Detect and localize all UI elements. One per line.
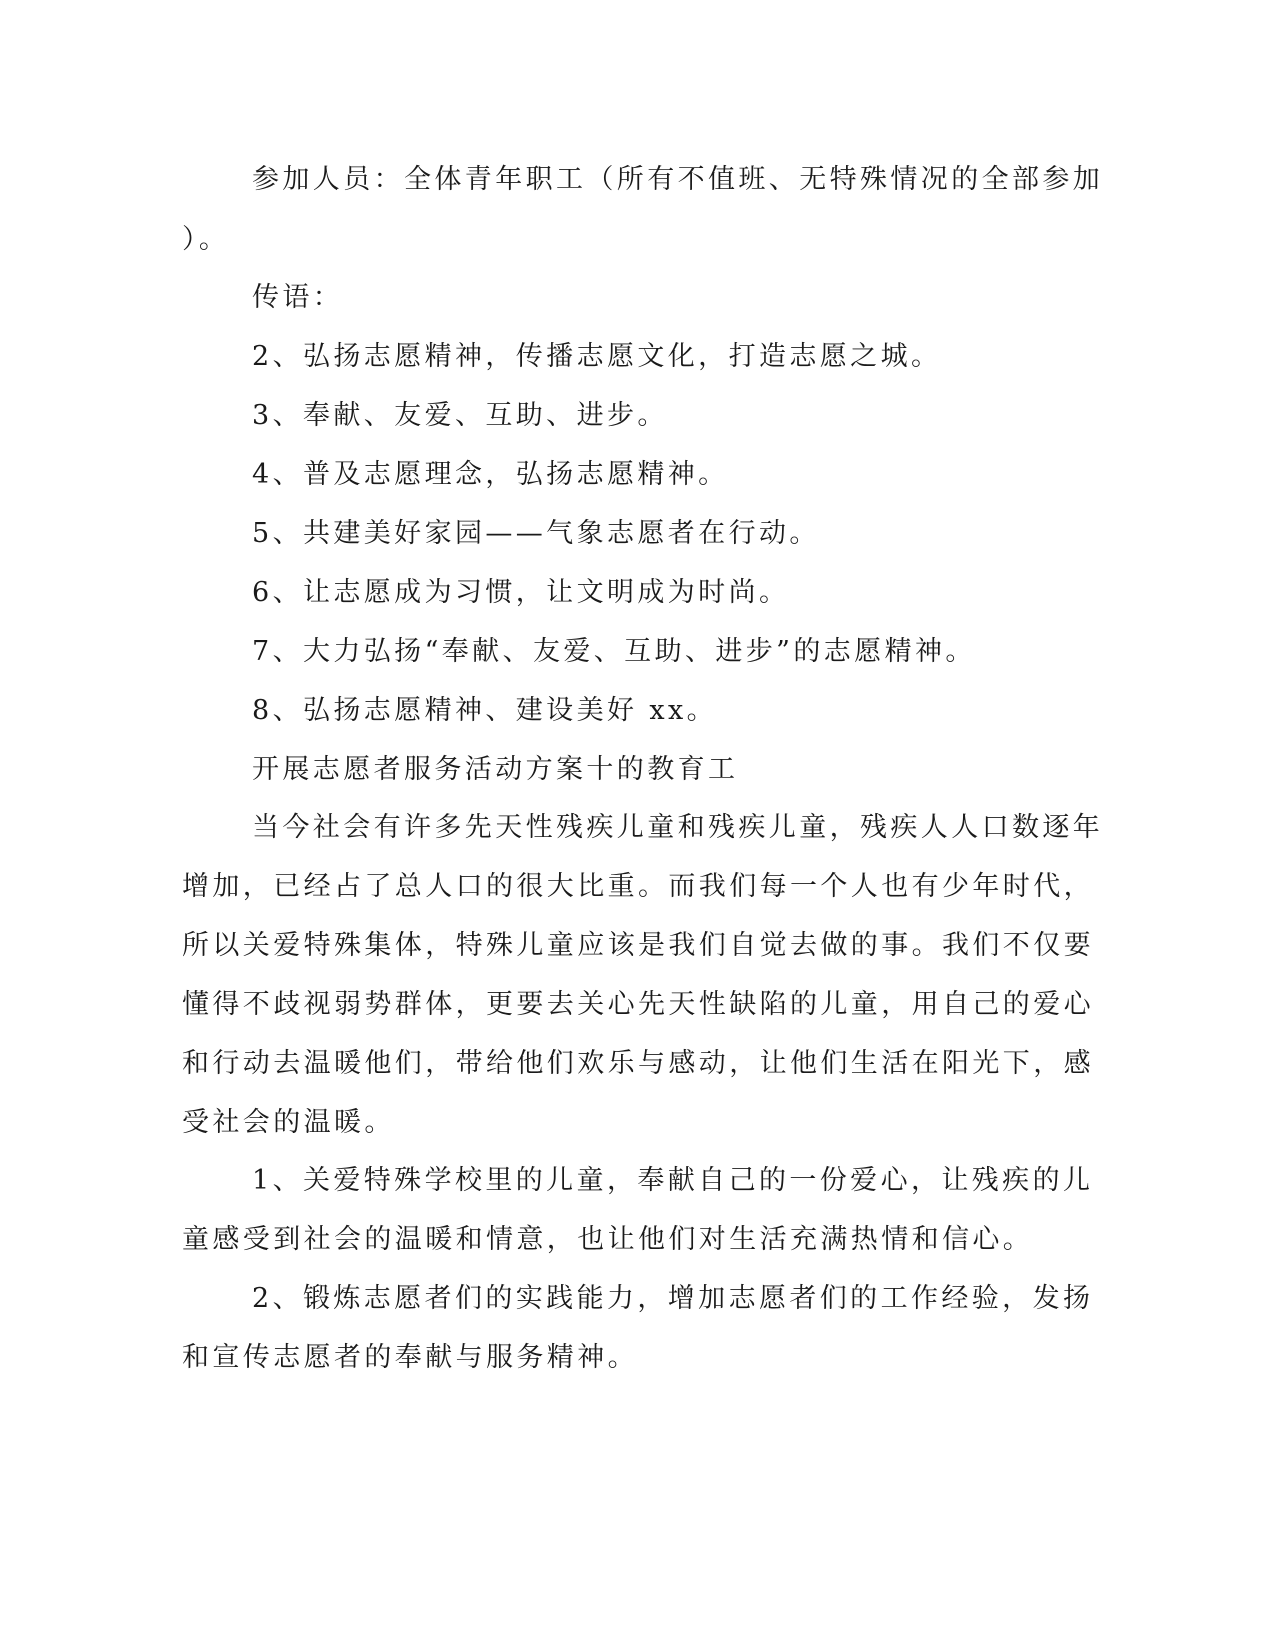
- participants-line-end: ）。: [182, 224, 230, 255]
- goal-item-2: 2、锻炼志愿者们的实践能力，增加志愿者们的工作经验，发扬: [252, 1283, 1094, 1314]
- paragraph-line: 当今社会有许多先天性残疾儿童和残疾儿童，残疾人人口数逐年: [252, 812, 1104, 843]
- goal-item-1-cont: 童感受到社会的温暖和情意，也让他们对生活充满热情和信心。: [182, 1224, 1034, 1255]
- slogan-item-6: 6、让志愿成为习惯，让文明成为时尚。: [252, 577, 790, 608]
- goal-item-1: 1、关爱特殊学校里的儿童，奉献自己的一份爱心，让残疾的儿: [252, 1165, 1094, 1196]
- participants-line: 参加人员：全体青年职工（所有不值班、无特殊情况的全部参加: [252, 164, 1104, 195]
- paragraph-line: 和行动去温暖他们，带给他们欢乐与感动，让他们生活在阳光下，感: [182, 1048, 1094, 1079]
- slogan-item-8: 8、弘扬志愿精神、建设美好 xx。: [252, 695, 718, 726]
- slogan-item-2: 2、弘扬志愿精神，传播志愿文化，打造志愿之城。: [252, 341, 942, 372]
- paragraph-line: 懂得不歧视弱势群体，更要去关心先天性缺陷的儿童，用自己的爱心: [182, 989, 1094, 1020]
- slogan-item-4: 4、普及志愿理念，弘扬志愿精神。: [252, 459, 729, 490]
- paragraph-line: 增加，已经占了总人口的很大比重。而我们每一个人也有少年时代，: [182, 871, 1094, 902]
- slogan-item-3: 3、奉献、友爱、互助、进步。: [252, 400, 668, 431]
- goal-item-2-cont: 和宣传志愿者的奉献与服务精神。: [182, 1342, 638, 1373]
- slogan-item-7: 7、大力弘扬“奉献、友爱、互助、进步”的志愿精神。: [252, 636, 976, 667]
- section-heading: 开展志愿者服务活动方案十的教育工: [252, 754, 739, 785]
- paragraph-line: 所以关爱特殊集体，特殊儿童应该是我们自觉去做的事。我们不仅要: [182, 930, 1094, 961]
- paragraph-line: 受社会的温暖。: [182, 1107, 395, 1138]
- slogan-item-5: 5、共建美好家园——气象志愿者在行动。: [252, 518, 820, 549]
- slogan-heading: 传语：: [252, 282, 344, 313]
